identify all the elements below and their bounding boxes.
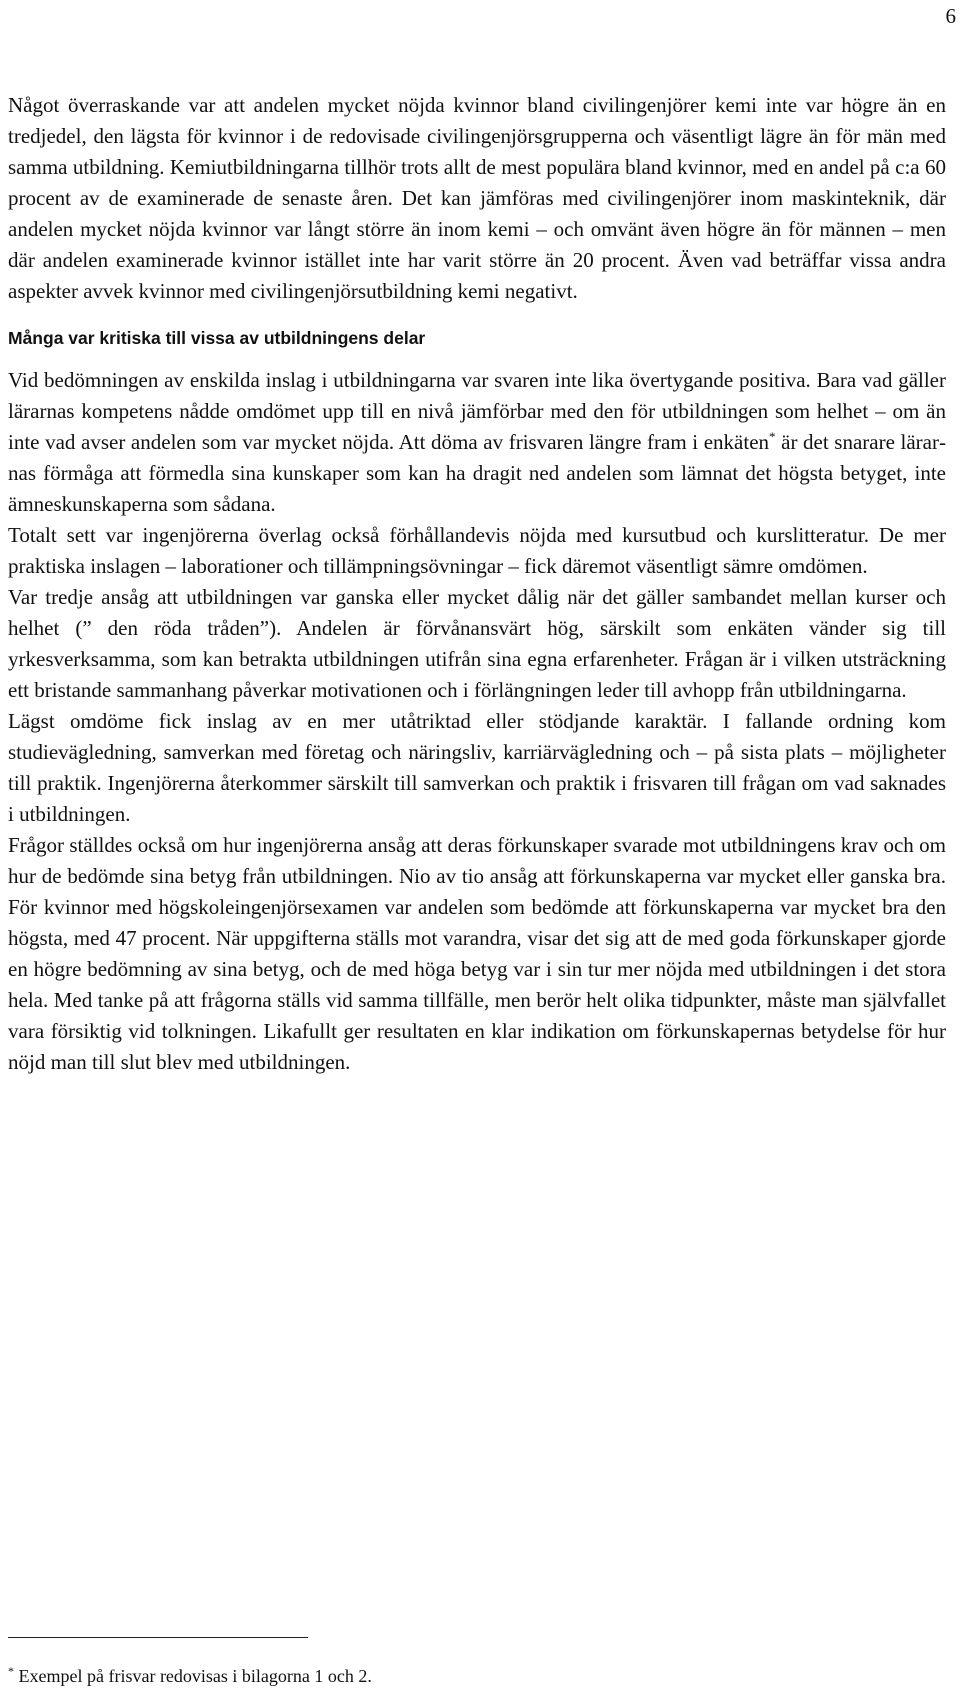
paragraph-lagst-omdome: Lägst omdöme fick inslag av en mer utåtriktad eller stödjande karaktär. I fallande ordning kom studievägledning, samverkan med företag och näringsliv, karriärvägledning och – på sista plats – möjligheter till praktik. Ingenjörerna återkommer särskilt till samverkan och praktik i frisvaren till frågan om vad saknades i utbildningen. [8,709,946,826]
paragraph-bedomning [8,365,946,520]
paragraph-roda-traden: Var tredje ansåg att utbildningen var ganska eller mycket dålig när det gäller sambandet mellan kurser och helhet (” den röda tråden”). Andelen är förvånansvärt hög, särskilt som enkäten vänder sig till yrkesverksamma, som kan betrakta utbildningen utifrån sina egna erfarenheter. Frågan är i vilken utsträckning ett bristande sammanhang påverkar motivationen och i förlängningen leder till avhopp från utbildningarna. [8,585,946,702]
document-body [8,90,946,1078]
footnote-reference-marker: * [769,429,776,444]
paragraph-bedomning-part1: Vid bedömningen av enskilda inslag i utbildningarna var svaren inte lika övertygande positiva. Bara vad gäller lärarnas kompetens nådde omdömet upp till en nivå jämförbar med den för utbildningen som helhet – om än inte vad avser andelen som var mycket nöjda. Att döma av frisvaren längre fram i enkäten [8,368,946,454]
footnote-marker: * [8,1664,14,1678]
paragraph-forkunskaper: Frågor ställdes också om hur ingenjörerna ansåg att deras förkunskaper svarade mot utbildningens krav och om hur de bedömde sina betyg från utbildningen. Nio av tio ansåg att förkunskaperna var mycket eller ganska bra. För kvinnor med högskoleingenjörsexamen var andelen som bedömde att förkunskaperna var mycket bra den högsta, med 47 procent. När uppgifterna ställs mot varandra, visar det sig att de med goda förkunskaper gjorde en högre bedömning av sina betyg, och de med höga betyg var i sin tur mer nöjda med utbildningen i det stora hela. Med tanke på att frågorna ställs vid samma tillfälle, men berör helt olika tidpunkter, måste man självfallet vara försiktig vid tolkningen. Likafullt ger resultaten en klar indikation om förkunskapernas betydelse för hur nöjd man till slut blev med utbildningen. [8,833,946,1074]
footnote-text: Exempel på frisvar redovisas i bilagorna 1 och 2. [14,1666,372,1686]
section-heading: Många var kritiska till vissa av utbildningens delar [8,328,426,348]
footnote-divider [8,1637,308,1638]
paragraph-bedomning-part2: är det snarare lärarnas förmåga att förmedla sina kunskaper som kan ha dragit ned andelen som lämnat det högsta betyget, inte ämneskunskaperna som sådana. [8,430,946,516]
footnote [8,1664,372,1688]
paragraph-kvinnor-kemi: Något överraskande var att andelen mycket nöjda kvinnor bland civilingenjörer kemi inte var högre än en tredjedel, den lägsta för kvinnor i de redovisade civilingenjörsgrupperna och väsentligt lägre än för män med samma utbildning. Kemiutbildningarna tillhör trots allt de mest populära bland kvinnor, med en andel på c:a 60 procent av de examinerade de senaste åren. Det kan jämföras med civilingenjörer inom maskinteknik, där andelen mycket nöjda kvinnor var långt större än inom kemi – och omvänt även högre än för männen – men där andelen examinerade kvinnor istället inte har varit större än 20 procent. Även vad beträffar vissa andra aspekter avvek kvinnor med civilingenjörsutbildning kemi negativt. [8,93,946,303]
page-number: 6 [945,4,956,28]
paragraph-kursutbud: Totalt sett var ingenjörerna överlag också förhållandevis nöjda med kursutbud och kurslitteratur. De mer praktiska inslagen – laborationer och tillämpningsövningar – fick däremot väsentligt sämre omdömen. [8,523,946,578]
